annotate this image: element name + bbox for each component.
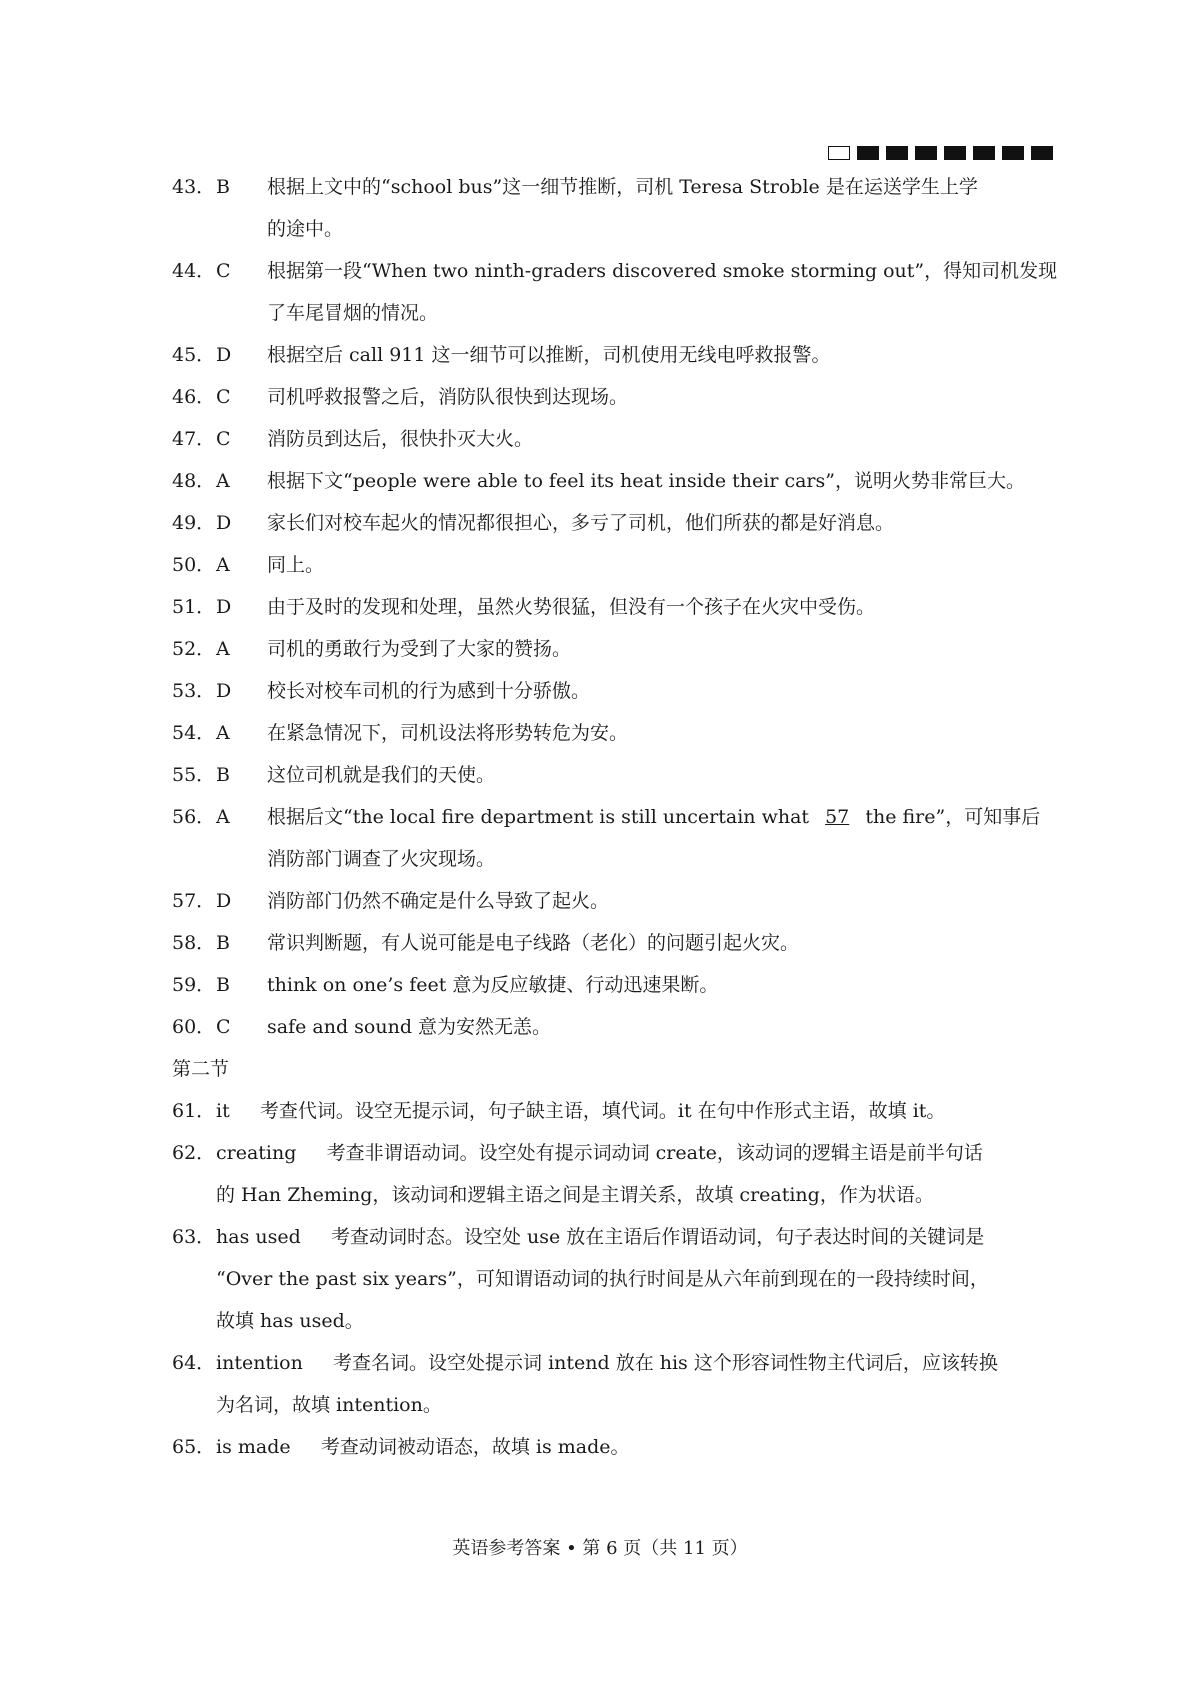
- item-number: 56．: [172, 806, 216, 828]
- item-number: 46．: [172, 386, 216, 408]
- item-explanation: 校长对校车司机的行为感到十分骄傲。: [267, 680, 591, 702]
- item-number: 49．: [172, 512, 216, 534]
- answer-item: [172, 964, 1032, 1006]
- item-answer: D: [216, 344, 232, 366]
- answer-item: [172, 880, 1032, 922]
- fill-in-item: [172, 1426, 1032, 1468]
- header-marks: [828, 146, 1053, 160]
- item-explanation: 司机的勇敢行为受到了大家的赞扬。: [267, 638, 572, 660]
- item-answer: A: [216, 470, 230, 492]
- spacer: [230, 1100, 260, 1122]
- item-explanation: 根据上文中的“school bus”这一细节推断，司机 Teresa Stroble 是在运送学生上学: [267, 176, 978, 198]
- answer-item: [172, 418, 1032, 460]
- item-answer: C: [216, 260, 231, 282]
- item-answer-and-explanation: [216, 1090, 945, 1132]
- hollow-box-mark: [828, 146, 850, 160]
- item-explanation: 司机呼救报警之后，消防队很快到达现场。: [267, 386, 629, 408]
- item-answer-and-explanation: [216, 1132, 983, 1174]
- item-number: 48．: [172, 470, 216, 492]
- item-answer: C: [216, 428, 231, 450]
- item-explanation: 在紧急情况下，司机设法将形势转危为安。: [267, 722, 629, 744]
- item-explanation: 这位司机就是我们的天使。: [267, 764, 496, 786]
- item-answer-and-explanation: [216, 1426, 630, 1468]
- item-answer: A: [216, 638, 230, 660]
- item-number: 59．: [172, 974, 216, 996]
- answer-item: [172, 334, 1032, 376]
- item-explanation: 考查名词。设空处提示词 intend 放在 his 这个形容词性物主代词后，应该转换: [333, 1352, 998, 1374]
- explanation-continuation: 故填 has used。: [216, 1310, 364, 1332]
- fill-in-item: [172, 1342, 1032, 1384]
- item-answer: B: [216, 932, 230, 954]
- answer-item-56: [172, 796, 1041, 838]
- item-number: 53．: [172, 680, 216, 702]
- fill-in-item: [172, 1132, 1032, 1174]
- section-one-answers: [172, 166, 1058, 796]
- item-answer: is made: [216, 1436, 291, 1458]
- blank-number: 57: [825, 806, 850, 828]
- item-number: 43．: [172, 176, 216, 198]
- answer-item: [172, 922, 1032, 964]
- answer-item: [172, 376, 1032, 418]
- explanation-continuation: 消防部门调查了火灾现场。: [267, 848, 496, 870]
- item-answer: B: [216, 176, 230, 198]
- filled-box-mark: [1002, 146, 1024, 160]
- item-number: 45．: [172, 344, 216, 366]
- fill-in-item: [172, 1090, 1032, 1132]
- spacer: [296, 1142, 326, 1164]
- item-explanation: 考查非谓语动词。设空处有提示词动词 create，该动词的逻辑主语是前半句话: [326, 1142, 983, 1164]
- item-explanation: safe and sound 意为安然无恙。: [267, 1016, 552, 1038]
- item-answer: D: [216, 596, 232, 618]
- item-explanation: think on one’s feet 意为反应敏捷、行动迅速果断。: [267, 974, 719, 996]
- item-number: 44．: [172, 260, 216, 282]
- answer-item: [172, 544, 1032, 586]
- answer-item: [172, 586, 1032, 628]
- item-explanation: 消防员到达后，很快扑灭大火。: [267, 428, 534, 450]
- explanation-continuation: 的 Han Zheming，该动词和逻辑主语之间是主谓关系，故填 creating，作为状语。: [216, 1184, 934, 1206]
- answer-item: [172, 250, 1058, 292]
- item-answer: B: [216, 764, 230, 786]
- spacer: [291, 1436, 321, 1458]
- item-answer: C: [216, 1016, 231, 1038]
- filled-box-mark: [886, 146, 908, 160]
- spacer: [301, 1226, 331, 1248]
- answer-item: [172, 1006, 1032, 1048]
- filled-box-mark: [1031, 146, 1053, 160]
- section-one-answers-continued: [172, 880, 1032, 1048]
- answer-content: [172, 166, 1058, 1468]
- section-two-answers: [172, 1090, 1032, 1468]
- item-explanation: 根据第一段“When two ninth-graders discovered smoke storming out”，得知司机发现: [267, 260, 1058, 282]
- item-answer-and-explanation: [216, 1216, 984, 1258]
- item-number: 64．: [172, 1352, 216, 1374]
- item-answer: A: [216, 806, 230, 828]
- item-explanation: 消防部门仍然不确定是什么导致了起火。: [267, 890, 610, 912]
- explanation-continuation: “Over the past six years”，可知谓语动词的执行时间是从六年前到现在的一段持续时间，: [216, 1268, 989, 1290]
- item-number: 61．: [172, 1100, 216, 1122]
- item-number: 51．: [172, 596, 216, 618]
- filled-box-mark: [944, 146, 966, 160]
- item-answer-and-explanation: [216, 1342, 998, 1384]
- answer-item: [172, 754, 1032, 796]
- filled-box-mark: [973, 146, 995, 160]
- explanation-continuation: 为名词，故填 intention。: [216, 1394, 442, 1416]
- item-explanation: 考查代词。设空无提示词，句子缺主语，填代词。it 在句中作形式主语，故填 it。: [259, 1100, 946, 1122]
- item-number: 54．: [172, 722, 216, 744]
- item-answer: creating: [216, 1142, 297, 1164]
- item-answer: intention: [216, 1352, 303, 1374]
- answer-item: [172, 460, 1032, 502]
- answer-item: [172, 712, 1032, 754]
- explanation-continuation: 了车尾冒烟的情况。: [267, 302, 439, 324]
- item-answer: A: [216, 554, 230, 576]
- item-number: 50．: [172, 554, 216, 576]
- item-number: 55．: [172, 764, 216, 786]
- item-answer: it: [216, 1100, 230, 1122]
- item-number: 47．: [172, 428, 216, 450]
- item-number: 63．: [172, 1226, 216, 1248]
- filled-box-mark: [915, 146, 937, 160]
- section-title: 第二节: [172, 1058, 230, 1080]
- item-number: 65．: [172, 1436, 216, 1458]
- item-explanation: 根据下文“people were able to feel its heat inside their cars”，说明火势非常巨大。: [267, 470, 1025, 492]
- item-number: 57．: [172, 890, 216, 912]
- answer-item: [172, 166, 1032, 208]
- explanation-part: the fire”，可知事后: [865, 806, 1041, 828]
- item-explanation: [267, 796, 1040, 838]
- item-number: 52．: [172, 638, 216, 660]
- item-explanation: 考查动词被动语态，故填 is made。: [320, 1436, 630, 1458]
- spacer: [303, 1352, 333, 1374]
- item-explanation: 由于及时的发现和处理，虽然火势很猛，但没有一个孩子在火灾中受伤。: [267, 596, 876, 618]
- answer-item: [172, 628, 1032, 670]
- item-answer: A: [216, 722, 230, 744]
- explanation-part: 根据后文“the local fire department is still uncertain what: [267, 806, 810, 828]
- fill-in-item: [172, 1216, 1032, 1258]
- item-explanation: 考查动词时态。设空处 use 放在主语后作谓语动词，句子表达时间的关键词是: [330, 1226, 985, 1248]
- answer-item: [172, 502, 1032, 544]
- item-number: 58．: [172, 932, 216, 954]
- explanation-continuation: 的途中。: [267, 218, 344, 240]
- filled-box-mark: [857, 146, 879, 160]
- item-answer: D: [216, 512, 232, 534]
- item-explanation: 家长们对校车起火的情况都很担心，多亏了司机，他们所获的都是好消息。: [267, 512, 895, 534]
- answer-item: [172, 670, 1032, 712]
- page-footer: 英语参考答案 • 第 6 页（共 11 页）: [452, 1538, 748, 1559]
- item-explanation: 根据空后 call 911 这一细节可以推断，司机使用无线电呼救报警。: [267, 344, 831, 366]
- item-answer: B: [216, 974, 230, 996]
- item-explanation: 同上。: [267, 554, 325, 576]
- item-answer: D: [216, 680, 232, 702]
- item-number: 62．: [172, 1142, 216, 1164]
- item-answer: C: [216, 386, 231, 408]
- item-number: 60．: [172, 1016, 216, 1038]
- item-explanation: 常识判断题，有人说可能是电子线路（老化）的问题引起火灾。: [267, 932, 800, 954]
- item-answer: D: [216, 890, 232, 912]
- item-answer: has used: [216, 1226, 301, 1248]
